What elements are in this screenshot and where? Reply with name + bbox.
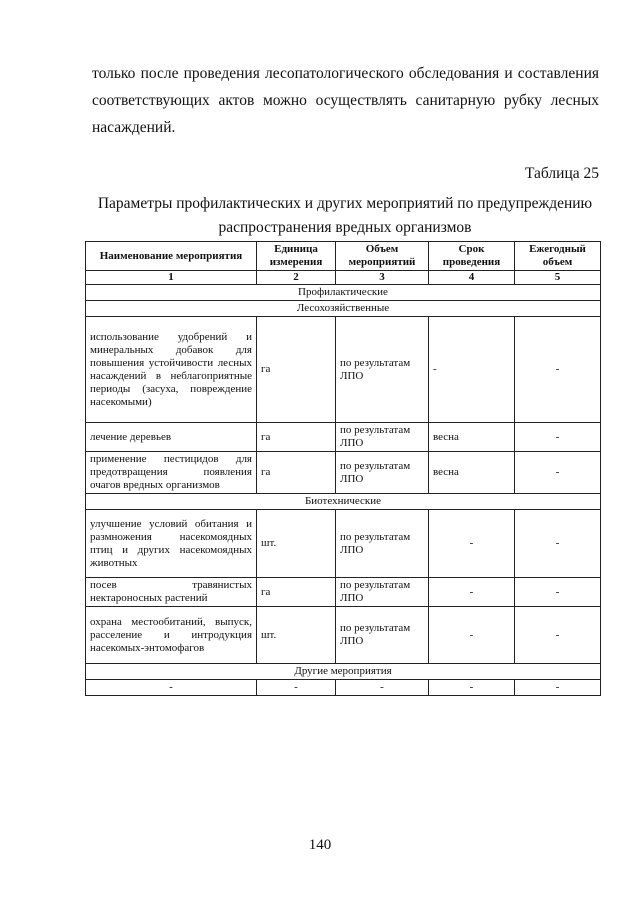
measure-annual: - [515,578,601,607]
measure-volume: по результатам ЛПО [336,423,429,452]
measure-volume: по результатам ЛПО [336,578,429,607]
section-preventive: Профилактические [86,285,601,301]
measure-term: - [429,510,515,578]
page-number: 140 [308,837,332,853]
measure-term: - [429,680,515,696]
section-forestry: Лесохозяйственные [86,301,601,317]
column-number: 3 [336,271,429,285]
measure-unit: шт. [257,607,336,664]
column-number: 2 [257,271,336,285]
table-row [86,452,601,494]
measure-annual: - [515,680,601,696]
measure-annual: - [515,423,601,452]
measure-volume: по результатам ЛПО [336,510,429,578]
table-title-line: Параметры профилактических и других мероприятий по предупреждению [97,195,593,212]
measure-term: - [429,578,515,607]
measure-volume: по результатам ЛПО [336,607,429,664]
header-volume: Объем мероприятий [336,242,429,271]
measure-unit: га [257,578,336,607]
measure-unit: га [257,423,336,452]
section-row [86,285,601,301]
paragraph-line: соответствующих актов можно осуществлять санитарную рубку лесных [92,92,599,109]
measure-unit: га [257,452,336,494]
column-number-row [86,271,601,285]
header-unit: Единица измерения [257,242,336,271]
table-row [86,607,601,664]
measure-unit: га [257,317,336,423]
measure-name: посев травянистых нектароносных растений [86,578,257,607]
measure-term: - [429,317,515,423]
column-number: 1 [86,271,257,285]
column-number: 5 [515,271,601,285]
table-row [86,578,601,607]
measure-unit: - [257,680,336,696]
header-annual: Ежегодный объем [515,242,601,271]
header-name: Наименование мероприятия [86,242,257,271]
measure-name: - [86,680,257,696]
body-paragraph [92,60,599,141]
section-biotechnical: Биотехнические [86,494,601,510]
measure-annual: - [515,317,601,423]
table-header-row [86,242,601,271]
section-other: Другие мероприятия [86,664,601,680]
measure-name: применение пестицидов для предотвращения появления очагов вредных организмов [86,452,257,494]
column-number: 4 [429,271,515,285]
measure-annual: - [515,452,601,494]
measure-annual: - [515,510,601,578]
measure-name: охрана местообитаний, выпуск, расселение и интродукция насекомых-энтомофагов [86,607,257,664]
measure-unit: шт. [257,510,336,578]
measure-term: весна [429,452,515,494]
table-row [86,317,601,423]
section-row [86,301,601,317]
paragraph-line: насаждений. [92,119,176,136]
measure-volume: - [336,680,429,696]
measure-volume: по результатам ЛПО [336,317,429,423]
table-title-line: распространения вредных организмов [218,219,472,236]
measure-name: лечение деревьев [86,423,257,452]
measure-name: использование удобрений и минеральных добавок для повышения устойчивости лесных насаждений в неблагоприятные периоды (засуха, повреждение насекомыми) [86,317,257,423]
measure-term: весна [429,423,515,452]
measures-table [85,241,601,696]
section-row [86,664,601,680]
measure-name: улучшение условий обитания и размножения насекомоядных птиц и других насекомоядных животных [86,510,257,578]
table-row [86,510,601,578]
measure-term: - [429,607,515,664]
measure-volume: по результатам ЛПО [336,452,429,494]
table-title [60,192,630,240]
measure-annual: - [515,607,601,664]
section-row [86,494,601,510]
table-row [86,680,601,696]
table-number: Таблица 25 [524,165,599,182]
header-term: Срок проведения [429,242,515,271]
paragraph-line: только после проведения лесопатологического обследования и составления [92,65,599,82]
table-row [86,423,601,452]
